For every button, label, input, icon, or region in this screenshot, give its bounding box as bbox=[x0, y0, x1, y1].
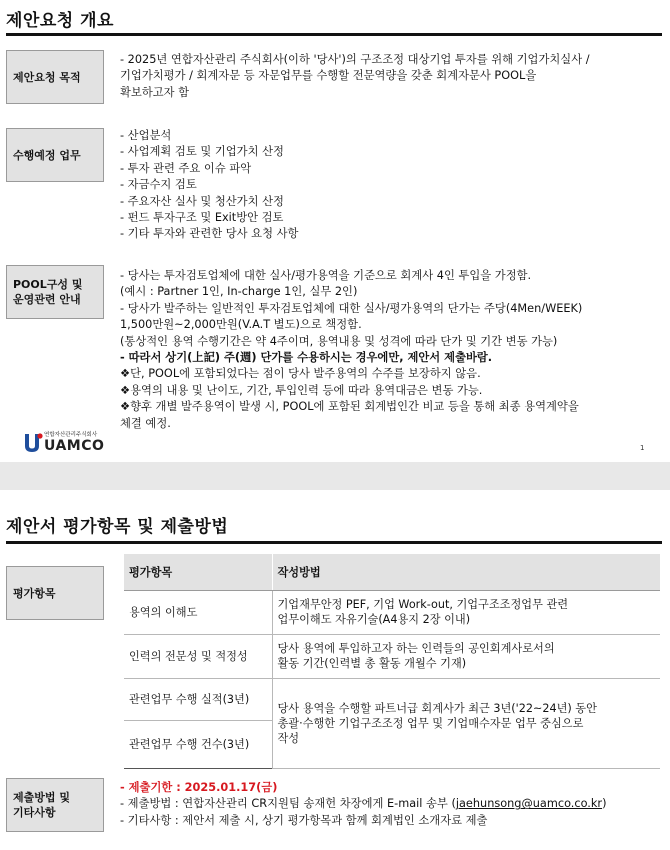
table-header: 작성방법 bbox=[272, 554, 660, 590]
table-row bbox=[124, 678, 660, 720]
content-line: - 주요자산 실사 및 청산가치 산정 bbox=[120, 194, 284, 208]
label-text: 평가항목 bbox=[13, 586, 56, 600]
section-label-evaluation bbox=[6, 566, 104, 620]
slide-2 bbox=[0, 490, 670, 850]
content-line: ❖향후 개별 발주용역이 발생 시, POOL에 포함된 회계법인간 비교 등을 통해 최종 용역계약을 bbox=[120, 400, 579, 414]
content-line: ❖용역의 내용 및 난이도, 기간, 투입인력 등에 따라 용역대금은 변동 가능. bbox=[120, 383, 483, 397]
section-content-tasks bbox=[120, 128, 665, 243]
method-line: 작성 bbox=[277, 731, 300, 745]
email-link[interactable]: jaehunsong@uamco.co.kr bbox=[455, 797, 603, 811]
uamco-logo-icon bbox=[22, 432, 44, 454]
content-line: - 사업계획 검토 및 기업가치 산정 bbox=[120, 145, 284, 159]
logo-subtitle: 연합자산관리주식회사 bbox=[44, 432, 98, 438]
page-title: 제안요청 개요 bbox=[6, 11, 114, 31]
content-line: - 투자 관련 주요 이슈 파악 bbox=[120, 161, 252, 175]
submit-method-text: - 제출방법 : 연합자산관리 CR지원팀 송재헌 차장에게 E-mail 송부 ( bbox=[120, 797, 456, 811]
method-line: 당사 용역을 수행할 파트너급 회계사가 최근 3년('22~24년) 동안 bbox=[277, 701, 597, 715]
table-row bbox=[124, 590, 660, 634]
submit-method-close: ) bbox=[602, 797, 607, 811]
table-row bbox=[124, 634, 660, 678]
other-line: - 기타사항 : 제안서 제출 시, 상기 평가항목과 함께 회계법인 소개자료 제출 bbox=[120, 813, 488, 827]
table-cell-method bbox=[272, 590, 660, 634]
content-line: - 당사가 발주하는 일반적인 투자검토업체에 대한 실사/평가용역의 단가는 주당(4Men/WEEK) bbox=[120, 301, 583, 315]
content-line: 체결 예정. bbox=[120, 416, 171, 430]
content-line: (통상적인 용역 수행기간은 약 4주이며, 용역내용 및 성격에 따라 단가 및 기간 변동 가능) bbox=[120, 334, 558, 348]
deadline-line: - 제출기한 : 2025.01.17(금) bbox=[120, 781, 278, 794]
table-header-row bbox=[124, 554, 660, 590]
page-divider bbox=[0, 462, 670, 490]
label-text: POOL구성 및 bbox=[13, 278, 83, 291]
section-label-submission bbox=[6, 778, 104, 832]
table-cell-item: 용역의 이해도 bbox=[124, 590, 272, 634]
content-line: (예시 : Partner 1인, In-charge 1인, 실무 2인) bbox=[120, 285, 358, 299]
table-cell-item: 인력의 전문성 및 적정성 bbox=[124, 634, 272, 678]
content-line: - 펀드 투자구조 및 Exit방안 검토 bbox=[120, 211, 284, 225]
content-line: - 당사는 투자검토업체에 대한 실사/평가용역을 기준으로 회계사 4인 투입을 가정함. bbox=[120, 269, 532, 282]
content-line: - 2025년 연합자산관리 주식회사(이하 '당사')의 구조조정 대상기업 투자를 위해 기업가치실사 / bbox=[120, 53, 590, 66]
section-content-submission bbox=[120, 780, 665, 829]
page-number: 1 bbox=[640, 444, 645, 452]
logo-name: UAMCO bbox=[44, 438, 105, 454]
content-line: - 산업분석 bbox=[120, 129, 172, 142]
company-logo bbox=[22, 426, 104, 454]
table-cell-method bbox=[272, 678, 660, 768]
content-line-emphasis: - 따라서 상기(上記) 주(週) 단가를 수용하시는 경우에만, 제안서 제출바람. bbox=[120, 351, 493, 365]
method-line: 업무이해도 자유기술(A4용지 2장 이내) bbox=[277, 613, 471, 626]
method-line: 당사 용역에 투입하고자 하는 인력들의 공인회계사로서의 bbox=[277, 642, 555, 655]
label-text: 제출방법 및 bbox=[13, 791, 70, 804]
method-line: 활동 기간(인력별 총 활동 개월수 기재) bbox=[277, 657, 467, 670]
submit-method-line bbox=[120, 796, 665, 812]
method-line: 기업재무안정 PEF, 기업 Work-out, 기업구조조정업무 관련 bbox=[277, 598, 569, 611]
title-rule bbox=[6, 541, 662, 544]
section-label-pool bbox=[6, 265, 104, 319]
table-cell-item: 관련업무 수행 건수(3년) bbox=[124, 720, 272, 768]
section-label-purpose bbox=[6, 50, 104, 104]
content-line: 확보하고자 함 bbox=[120, 85, 190, 99]
method-line: 총괄·수행한 기업구조조정 업무 및 기업매수자문 업무 중심으로 bbox=[277, 716, 584, 730]
content-line: 기업가치평가 / 회계자문 등 자문업무를 수행할 전문역량을 갖춘 회계자문사 POOL을 bbox=[120, 69, 537, 83]
section-content-pool bbox=[120, 268, 665, 432]
content-line: ❖단, POOL에 포함되었다는 점이 당사 발주용역의 수주를 보장하지 않음. bbox=[120, 367, 481, 381]
label-text: 제안요청 목적 bbox=[13, 70, 81, 84]
label-text: 운영관련 안내 bbox=[13, 293, 81, 306]
label-text: 수행예정 업무 bbox=[13, 148, 81, 162]
table-cell-method bbox=[272, 634, 660, 678]
section-content-purpose bbox=[120, 52, 665, 101]
content-line: - 기타 투자와 관련한 당사 요청 사항 bbox=[120, 227, 299, 241]
content-line: 1,500만원~2,000만원(V.A.T 별도)으로 책정함. bbox=[120, 318, 362, 332]
section-label-tasks bbox=[6, 128, 104, 182]
label-text: 기타사항 bbox=[13, 806, 56, 819]
content-line: - 자금수지 검토 bbox=[120, 178, 197, 192]
table-header: 평가항목 bbox=[124, 554, 272, 590]
evaluation-table bbox=[124, 554, 660, 769]
page-title: 제안서 평가항목 및 제출방법 bbox=[6, 517, 229, 537]
table-cell-item: 관련업무 수행 실적(3년) bbox=[124, 678, 272, 720]
title-rule bbox=[6, 33, 662, 36]
